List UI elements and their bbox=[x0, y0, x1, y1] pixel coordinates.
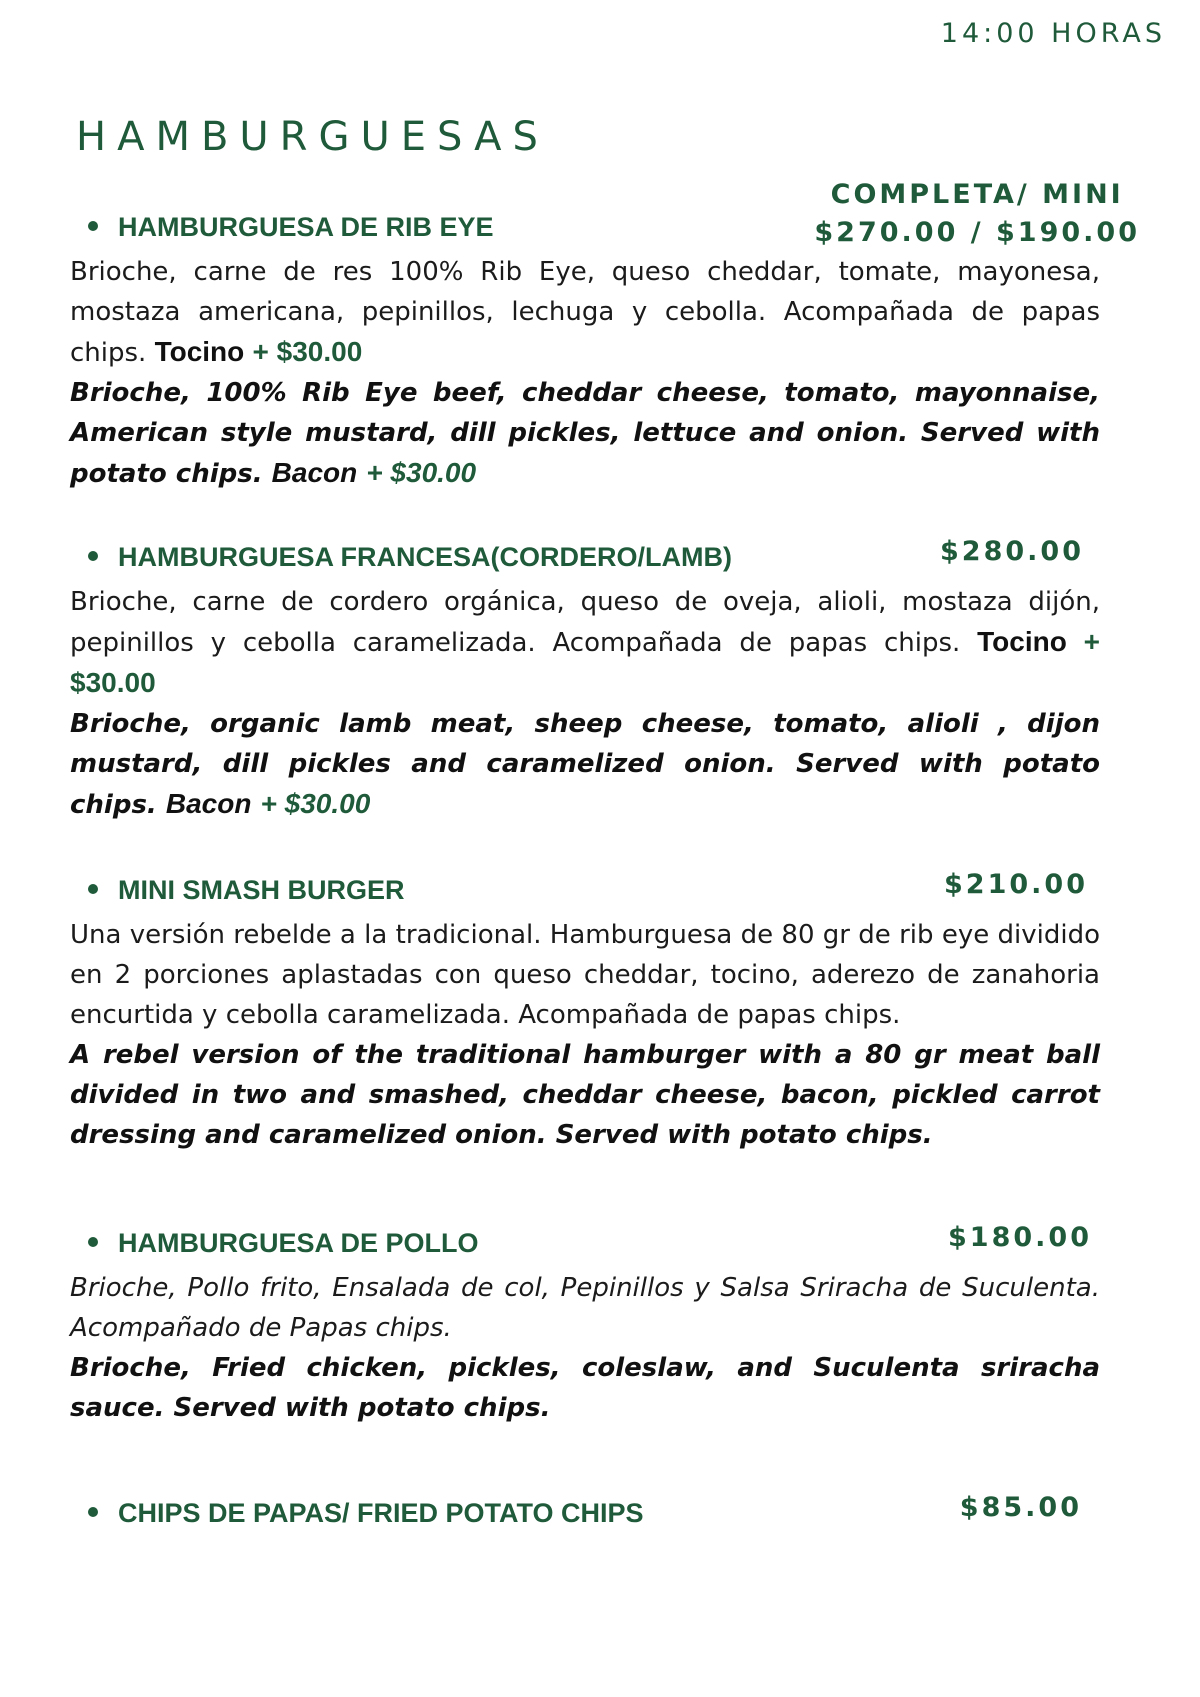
item-price: $210.00 bbox=[944, 869, 1088, 900]
bullet-icon bbox=[88, 1507, 98, 1517]
item-description-en: A rebel version of the traditional hamburger with a 80 gr meat ball divided in two and smashed, cheddar cheese, bacon, pickled carrot dressing and caramelized onion. Served with potato chips. bbox=[70, 1040, 1100, 1150]
menu-item-pollo bbox=[70, 1222, 1100, 1428]
extra-price: + $30.00 bbox=[366, 457, 477, 488]
menu-item-ribeye bbox=[70, 212, 1100, 494]
item-price: $180.00 bbox=[948, 1222, 1092, 1253]
extra-price: + $30.00 bbox=[260, 788, 371, 819]
price-label: COMPLETA/ MINI bbox=[830, 179, 1124, 210]
item-description-es: Brioche, carne de cordero orgánica, queso de oveja, alioli, mostaza dijón, pepinillos y cebolla caramelizada. Acompañada de papas chips. Tocino + $30.00 bbox=[70, 587, 1101, 698]
item-name: HAMBURGUESA DE POLLO bbox=[118, 1228, 479, 1258]
item-name: CHIPS DE PAPAS/ FRIED POTATO CHIPS bbox=[118, 1498, 644, 1528]
bullet-icon bbox=[88, 1237, 98, 1247]
extra-label: Bacon bbox=[271, 457, 358, 488]
item-name: MINI SMASH BURGER bbox=[118, 875, 405, 905]
item-price: $85.00 bbox=[959, 1492, 1082, 1523]
extra-label: Tocino bbox=[154, 336, 245, 367]
extra-label: Tocino bbox=[977, 626, 1067, 657]
menu-item-francesa bbox=[70, 536, 1101, 825]
item-name: HAMBURGUESA DE RIB EYE bbox=[118, 212, 494, 242]
item-description-en: Brioche, 100% Rib Eye beef, cheddar cheese, tomato, mayonnaise, American style mustard, dill pickles, lettuce and onion. Served with potato chips. Bacon + $30.00 bbox=[70, 378, 1100, 489]
item-description-es: Brioche, carne de res 100% Rib Eye, queso cheddar, tomate, mayonesa, mostaza americana, pepinillos, lechuga y cebolla. Acompañada de papas chips. Tocino + $30.00 bbox=[70, 257, 1100, 368]
extra-label: Bacon bbox=[165, 788, 252, 819]
bullet-icon bbox=[88, 551, 98, 561]
item-name: HAMBURGUESA FRANCESA(CORDERO/LAMB) bbox=[118, 542, 732, 572]
item-description-en: Brioche, organic lamb meat, sheep cheese, tomato, alioli , dijon mustard, dill pickles and caramelized onion. Served with potato chips. Bacon + $30.00 bbox=[70, 709, 1100, 820]
extra-price: + $30.00 bbox=[70, 626, 1101, 698]
bullet-icon bbox=[88, 221, 98, 231]
item-description-es: Una versión rebelde a la tradicional. Hamburguesa de 80 gr de rib eye dividido en 2 porciones aplastadas con queso cheddar, tocino, aderezo de zanahoria encurtida y cebolla caramelizada. Acompañada de papas chips. bbox=[70, 920, 1100, 1030]
item-price: $280.00 bbox=[940, 536, 1084, 567]
item-description-en: Brioche, Fried chicken, pickles, coleslaw, and Suculenta sriracha sauce. Served with potato chips. bbox=[70, 1353, 1100, 1423]
item-price: $270.00 / $190.00 bbox=[814, 217, 1140, 248]
bullet-icon bbox=[88, 884, 98, 894]
item-description-es: Brioche, Pollo frito, Ensalada de col, Pepinillos y Salsa Sriracha de Suculenta. Acompañado de Papas chips. bbox=[70, 1273, 1100, 1343]
section-title: HAMBURGUESAS bbox=[76, 114, 549, 160]
menu-item-mini-smash bbox=[70, 869, 1100, 1155]
extra-price: + $30.00 bbox=[252, 336, 363, 367]
menu-item-chips bbox=[70, 1492, 1100, 1538]
hours-label: 14:00 HORAS bbox=[940, 18, 1166, 49]
